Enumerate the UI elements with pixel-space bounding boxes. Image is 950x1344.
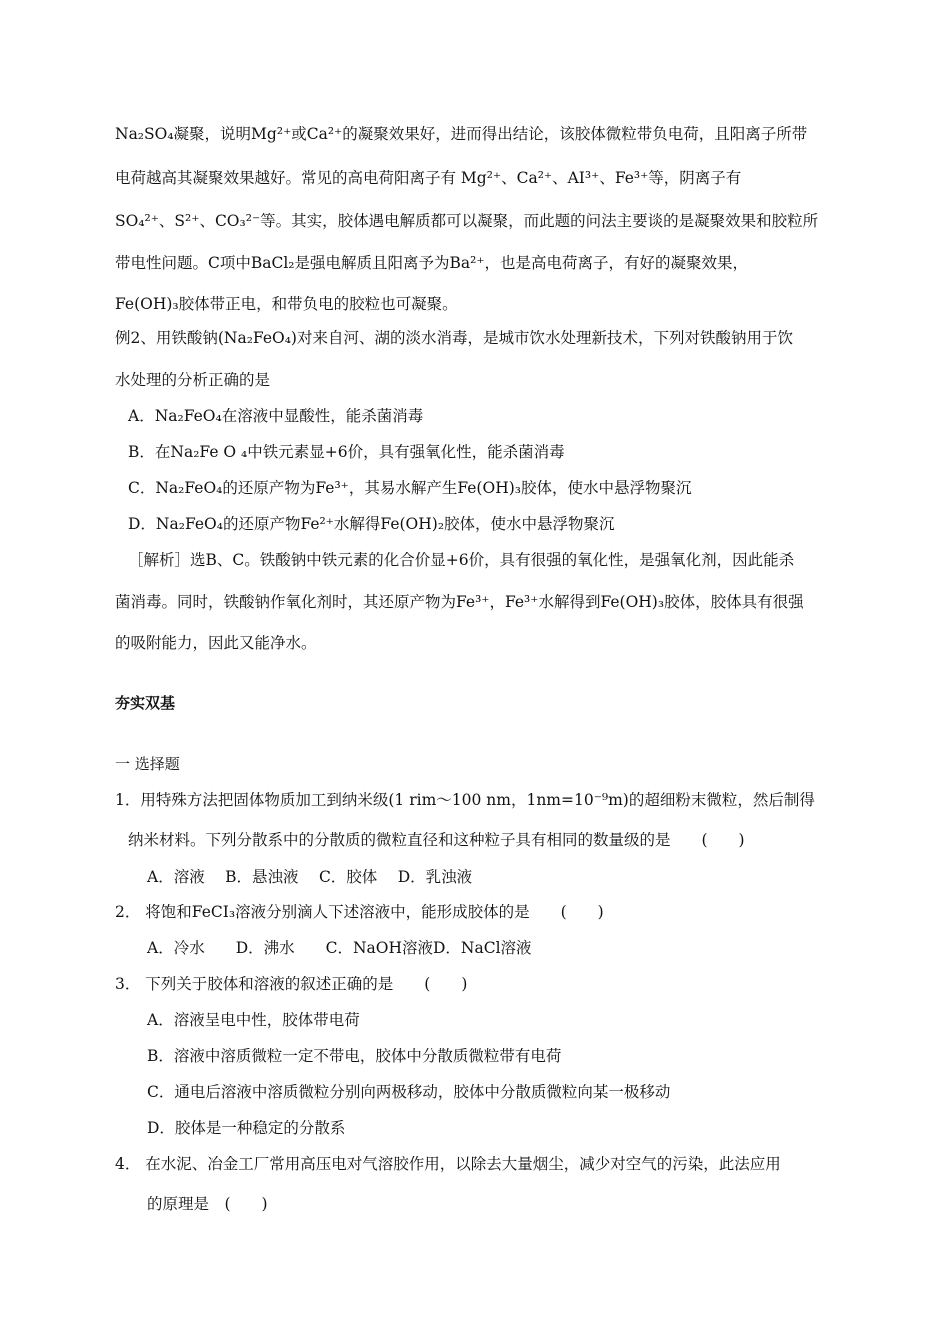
question-2-options: A．冷水 D．沸水 C．NaOH溶液D．NaCl溶液 (147, 939, 532, 957)
option-c: C．Na₂FeO₄的还原产物为Fe³⁺，其易水解产生Fe(OH)₃胶体，使水中悬浮物聚沉 (128, 479, 692, 497)
question-4: 4． 在水泥、冶金工厂常用高压电对气溶胶作用，以除去大量烟尘，减少对空气的污染，此法应用 (115, 1155, 781, 1173)
example-heading: 例2、用铁酸钠(Na₂FeO₄)对来自河、湖的淡水消毒，是城市饮水处理新技术，下列对铁酸钠用于饮 (115, 329, 793, 347)
question-3-option-a: A．溶液呈电中性，胶体带电荷 (147, 1011, 360, 1029)
question-3: 3． 下列关于胶体和溶液的叙述正确的是 ( ) (115, 975, 468, 993)
question-3-option-c: C．通电后溶液中溶质微粒分别向两极移动，胶体中分散质微粒向某一极移动 (147, 1083, 671, 1101)
text-line: 带电性问题。C项中BaCl₂是强电解质且阳离予为Ba²⁺，也是高电荷离子，有好的凝聚效果， (115, 254, 749, 272)
text-line: Fe(OH)₃胶体带正电，和带负电的胶粒也可凝聚。 (115, 295, 458, 313)
text-line: 水处理的分析正确的是 (115, 371, 271, 389)
question-3-option-d: D．胶体是一种稳定的分散系 (147, 1119, 346, 1137)
section-title: 夯实双基 (115, 694, 176, 712)
question-1-options: A．溶液 B．悬浊液 C．胶体 D．乳浊液 (147, 868, 473, 886)
question-1: 1．用特殊方法把固体物质加工到纳米级(1 rim～100 nm，1nm=10⁻⁹m)的超细粉末微粒，然后制得 (115, 791, 815, 809)
text-line: Na₂SO₄凝聚，说明Mg²⁺或Ca²⁺的凝聚效果好，进而得出结论，该胶体微粒带负电荷，且阳离子所带 (115, 125, 808, 143)
text-line: 菌消毒。同时，铁酸钠作氧化剂时，其还原产物为Fe³⁺，Fe³⁺水解得到Fe(OH)₃胶体，胶体具有很强 (115, 593, 804, 611)
question-4-cont: 的原理是 ( ) (147, 1195, 268, 1213)
text-line: SO₄²⁺、S²⁺、CO₃²⁻等。其实，胶体遇电解质都可以凝聚，而此题的问法主要谈的是凝聚效果和胶粒所 (115, 212, 819, 230)
option-d: D．Na₂FeO₄的还原产物Fe²⁺水解得Fe(OH)₂胶体，使水中悬浮物聚沉 (128, 515, 615, 533)
question-2: 2． 将饱和FeCI₃溶液分别滴人下述溶液中，能形成胶体的是 ( ) (115, 903, 604, 921)
text-line: 电荷越高其凝聚效果越好。常见的高电荷阳离子有 Mg²⁺、Ca²⁺、AI³⁺、Fe³⁺等，阴离子有 (115, 169, 742, 187)
question-3-option-b: B．溶液中溶质微粒一定不带电，胶体中分散质微粒带有电荷 (147, 1047, 562, 1065)
question-1-cont: 纳米材料。下列分散系中的分散质的微粒直径和这种粒子具有相同的数量级的是 ( ) (128, 831, 745, 849)
option-b: B．在Na₂Fe O ₄中铁元素显+6价，具有强氧化性，能杀菌消毒 (128, 443, 565, 461)
text-line: 的吸附能力，因此又能净水。 (115, 634, 317, 652)
option-a: A．Na₂FeO₄在溶液中显酸性，能杀菌消毒 (128, 407, 424, 425)
analysis-line: ［解析］选B、C。铁酸钠中铁元素的化合价显+6价，具有很强的氧化性，是强氧化剂，因此能杀 (128, 551, 795, 569)
subsection-title: 一 选择题 (115, 755, 180, 773)
